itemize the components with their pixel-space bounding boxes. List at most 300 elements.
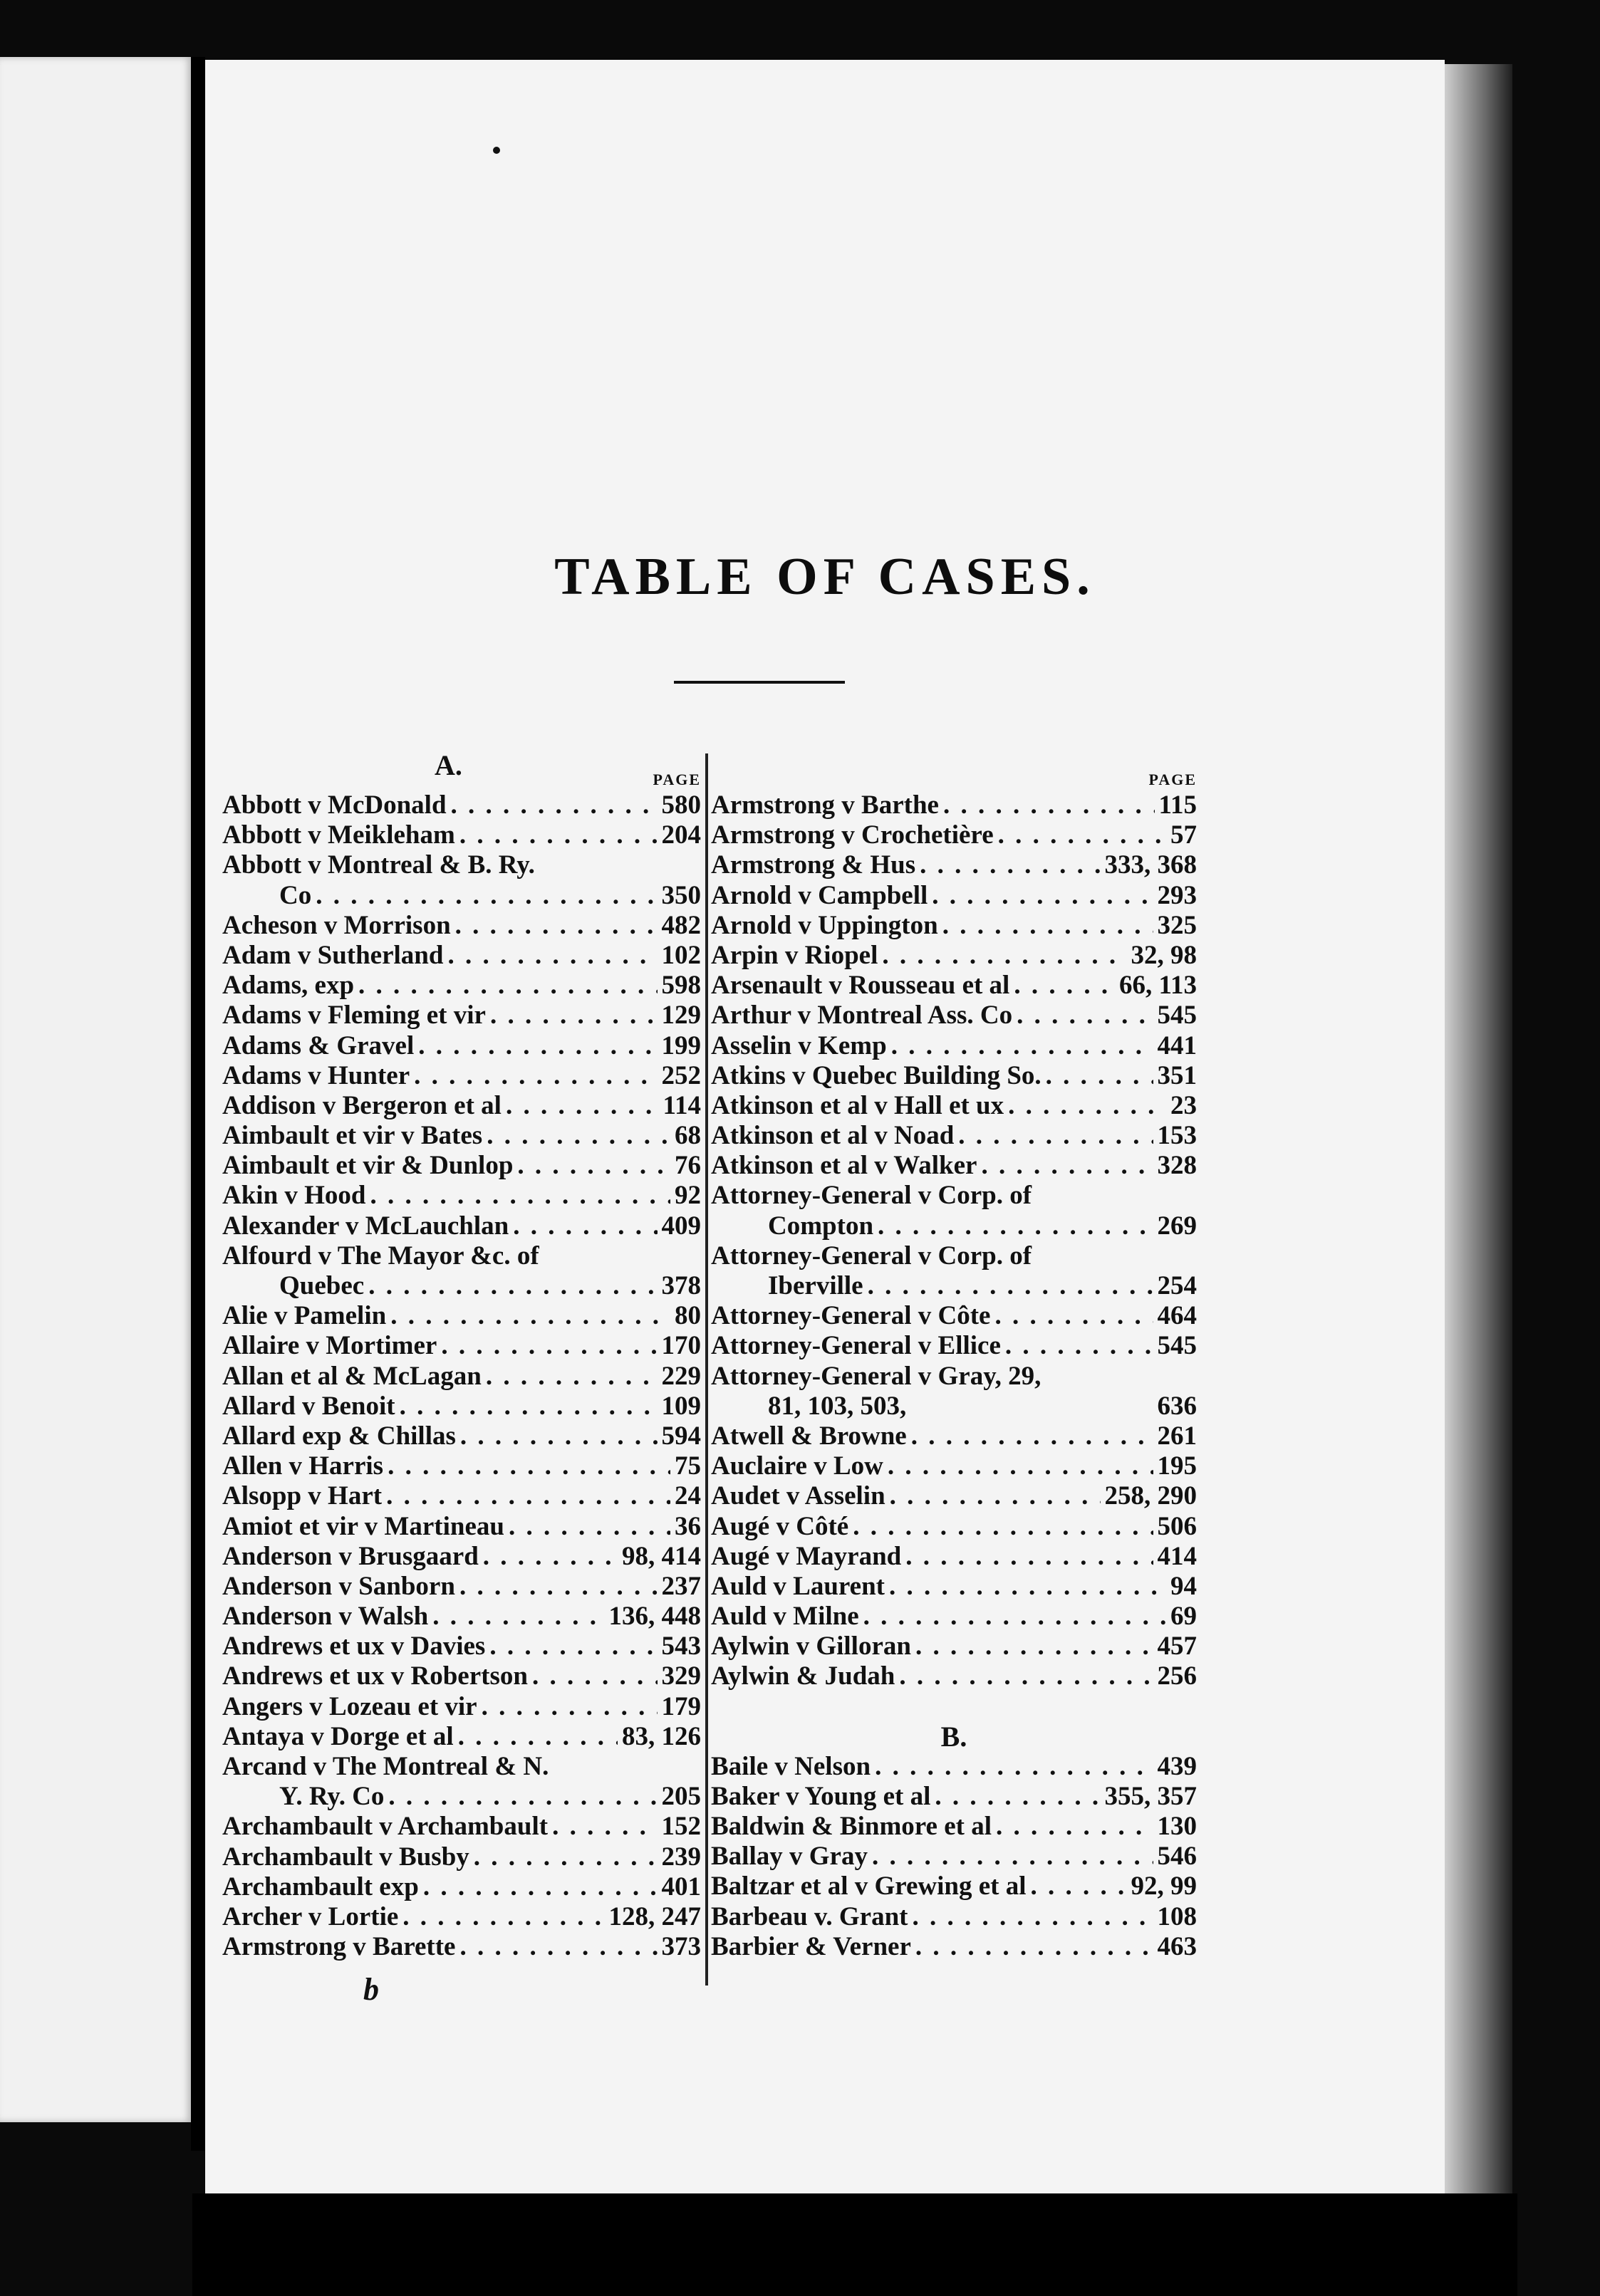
case-name: Attorney-General v Corp. of [711, 1241, 1032, 1270]
section-spacer [711, 1692, 1197, 1722]
case-page-number: 545 [1157, 1001, 1197, 1030]
case-page-number: 32, 98 [1131, 940, 1197, 970]
case-name: Atkinson et al v Walker [711, 1151, 977, 1181]
dot-leader [459, 820, 658, 850]
case-entry [222, 1842, 701, 1872]
case-page-number: 636 [1157, 1391, 1197, 1421]
dot-leader [911, 1421, 1153, 1451]
case-entry [711, 1752, 1197, 1782]
case-page-number: 350 [661, 880, 701, 910]
dot-leader [316, 881, 657, 911]
case-name: Allaire v Mortimer [222, 1331, 437, 1361]
case-entry [711, 1151, 1197, 1181]
case-page-number: 269 [1157, 1211, 1197, 1241]
dot-leader [400, 1392, 658, 1421]
case-entry [222, 881, 701, 911]
dot-leader [459, 1932, 657, 1962]
case-page-number: 75 [675, 1451, 701, 1481]
case-entry [711, 941, 1197, 971]
dot-leader [920, 850, 1100, 880]
case-page-number: 598 [661, 971, 701, 1001]
case-entry [222, 1301, 701, 1331]
dot-leader [889, 1572, 1166, 1602]
dot-leader [509, 1512, 670, 1542]
case-page-number: 258, 290 [1104, 1481, 1197, 1511]
case-page-number: 195 [1157, 1451, 1197, 1481]
case-page-number: 136, 448 [608, 1602, 701, 1632]
case-name: Attorney-General v Corp. of [711, 1181, 1032, 1211]
case-page-number: 153 [1157, 1121, 1197, 1151]
case-entry [711, 820, 1197, 850]
case-entry [711, 1241, 1197, 1271]
book-gutter [191, 57, 205, 2151]
case-page-number: 441 [1157, 1030, 1197, 1060]
dot-leader [932, 881, 1153, 911]
case-entry [711, 1842, 1197, 1872]
case-name: Archer v Lortie [222, 1901, 399, 1931]
case-entry [711, 1572, 1197, 1602]
case-name: Iberville [768, 1271, 863, 1300]
case-page-number: 457 [1157, 1632, 1197, 1661]
case-page-number: 482 [661, 910, 701, 940]
case-page-number: 261 [1157, 1421, 1197, 1451]
case-name: Arnold v Campbell [711, 880, 928, 910]
case-entry [711, 1271, 1197, 1301]
dot-leader [878, 1211, 1153, 1241]
case-name: Attorney-General v Côte [711, 1301, 991, 1331]
case-page-number: 373 [661, 1932, 701, 1962]
dot-leader [996, 1812, 1153, 1842]
ink-dot [493, 147, 500, 154]
section-letter-b: B. [940, 1720, 967, 1753]
case-name: Attorney-General v Gray, 29, [711, 1361, 1041, 1391]
case-entry [222, 1211, 701, 1241]
right-column [711, 771, 1197, 1962]
case-name: Arsenault v Rousseau et al [711, 971, 1010, 1001]
case-entry [222, 1331, 701, 1361]
case-page-number: 36 [675, 1511, 701, 1541]
case-page-number: 83, 126 [622, 1721, 701, 1751]
case-name: Anderson v Walsh [222, 1602, 429, 1632]
case-page-number: 109 [661, 1391, 701, 1421]
dot-leader [506, 1091, 659, 1121]
case-page-number: 98, 414 [622, 1541, 701, 1571]
case-entry [711, 1421, 1197, 1451]
case-name: Abbott v Meikleham [222, 820, 455, 850]
case-name: Auclaire v Low [711, 1451, 883, 1481]
case-page-number: 179 [661, 1691, 701, 1721]
dot-leader [368, 1271, 657, 1301]
dot-leader [455, 911, 658, 941]
case-page-number: 254 [1157, 1271, 1197, 1300]
case-name: Armstrong v Crochetière [711, 820, 994, 850]
case-name: Arcand v The Montreal & N. [222, 1752, 549, 1781]
dot-leader [459, 1572, 658, 1602]
case-name: Barbier & Verner [711, 1931, 911, 1961]
case-entry [222, 1121, 701, 1151]
case-entry [711, 1902, 1197, 1932]
case-name: Anderson v Brusgaard [222, 1541, 479, 1571]
case-page-number: 92 [675, 1181, 701, 1211]
dot-leader [890, 1481, 1101, 1511]
case-name: Atkins v Quebec Building So. [711, 1060, 1041, 1090]
case-name: Auld v Laurent [711, 1571, 885, 1601]
case-name: Archambault v Archambault [222, 1812, 549, 1842]
case-entry [711, 1872, 1197, 1901]
case-name: Arthur v Montreal Ass. Co [711, 1001, 1013, 1030]
dot-leader [451, 790, 658, 820]
case-page-number: 23 [1170, 1090, 1197, 1120]
case-entry [711, 1392, 1197, 1421]
case-name: Addison v Bergeron et al [222, 1090, 502, 1120]
case-entry [222, 1661, 701, 1691]
left-column [222, 751, 701, 1962]
dot-leader [942, 911, 1153, 941]
case-entry [711, 1661, 1197, 1691]
case-entry [222, 1542, 701, 1572]
dot-leader [402, 1902, 604, 1932]
case-name: Antaya v Dorge et al [222, 1721, 454, 1751]
dot-leader [474, 1842, 658, 1872]
case-page-number: 130 [1157, 1812, 1197, 1841]
case-name: Auld v Milne [711, 1602, 859, 1632]
case-name: Audet v Asselin [711, 1481, 885, 1511]
case-entry [222, 1752, 701, 1782]
dot-leader [388, 1451, 670, 1481]
case-page-number: 409 [661, 1211, 701, 1241]
case-entry [222, 1602, 701, 1632]
dot-leader [1031, 1872, 1127, 1901]
dot-leader [915, 1632, 1153, 1661]
case-page-number: 199 [661, 1030, 701, 1060]
dot-leader [1014, 971, 1115, 1001]
case-page-number: 170 [661, 1331, 701, 1361]
case-entry [711, 1542, 1197, 1572]
case-entry [222, 850, 701, 880]
signature-mark: b [363, 1972, 379, 2007]
case-page-number: 94 [1170, 1571, 1197, 1601]
case-name: Anderson v Sanborn [222, 1571, 455, 1601]
case-entry [222, 1512, 701, 1542]
case-name: Adams v Hunter [222, 1060, 410, 1090]
case-name: Adams, exp [222, 971, 355, 1001]
dot-leader [432, 1602, 604, 1632]
case-entry [222, 1902, 701, 1932]
case-entry [711, 1331, 1197, 1361]
case-entry [711, 881, 1197, 911]
case-entry [222, 1451, 701, 1481]
dot-leader [943, 790, 1155, 820]
case-page-number: 506 [1157, 1511, 1197, 1541]
dot-leader [482, 1692, 658, 1722]
case-entry [222, 1061, 701, 1091]
dot-leader [458, 1722, 618, 1752]
dot-leader [483, 1542, 618, 1572]
case-name: Acheson v Morrison [222, 910, 451, 940]
case-entry [711, 790, 1197, 820]
dot-leader [905, 1542, 1153, 1572]
case-name: Augé v Mayrand [711, 1541, 902, 1571]
case-page-number: 204 [661, 820, 701, 850]
case-page-number: 464 [1157, 1301, 1197, 1331]
case-page-number: 108 [1157, 1901, 1197, 1931]
case-name: Abbott v Montreal & B. Ry. [222, 850, 535, 880]
section-letter-a: A. [435, 749, 462, 781]
case-name: Atkinson et al v Hall et ux [711, 1090, 1004, 1120]
case-name: Armstrong v Barthe [711, 790, 939, 820]
page-column-header: PAGE [653, 771, 701, 788]
case-page-number: 229 [661, 1361, 701, 1391]
dot-leader [868, 1271, 1153, 1301]
case-name: Barbeau v. Grant [711, 1901, 908, 1931]
case-entry [222, 1812, 701, 1842]
case-name: Augé v Côté [711, 1511, 849, 1541]
dot-leader [486, 1362, 658, 1392]
dot-leader [913, 1902, 1153, 1932]
case-entry [222, 941, 701, 971]
case-page-number: 545 [1157, 1331, 1197, 1361]
case-entry [711, 1782, 1197, 1812]
dot-leader [441, 1331, 657, 1361]
case-entry [711, 1061, 1197, 1091]
dot-leader [891, 1031, 1153, 1061]
case-entry [711, 1211, 1197, 1241]
case-entry [711, 1031, 1197, 1061]
dot-leader [358, 971, 657, 1001]
case-page-number: 580 [661, 790, 701, 820]
dot-leader [513, 1211, 657, 1241]
case-name: Adams v Fleming et vir [222, 1001, 486, 1030]
case-name: Alsopp v Hart [222, 1481, 383, 1511]
case-entry [222, 1151, 701, 1181]
case-entry [711, 1181, 1197, 1211]
case-name: Adam v Sutherland [222, 940, 444, 970]
case-name: Compton [768, 1211, 874, 1241]
case-name: Aylwin & Judah [711, 1661, 895, 1691]
case-name: Alexander v McLauchlan [222, 1211, 509, 1241]
case-name: Archambault exp [222, 1872, 419, 1901]
bottom-shadow [192, 2193, 1517, 2296]
case-entry [222, 820, 701, 850]
case-page-number: 325 [1157, 910, 1197, 940]
case-entry [711, 1451, 1197, 1481]
case-page-number: 546 [1157, 1842, 1197, 1872]
case-name: Aimbault et vir v Bates [222, 1121, 483, 1151]
case-entry [222, 911, 701, 941]
case-entry [222, 1181, 701, 1211]
case-entry [711, 911, 1197, 941]
case-name: Abbott v McDonald [222, 790, 447, 820]
case-name: Armstrong & Hus [711, 850, 916, 880]
case-entry [222, 1572, 701, 1602]
case-entry [711, 1481, 1197, 1511]
dot-leader [1005, 1331, 1153, 1361]
dot-leader [958, 1121, 1153, 1151]
dot-leader [460, 1421, 658, 1451]
case-entry [711, 1512, 1197, 1542]
case-entry [711, 1602, 1197, 1632]
case-page-number: 378 [661, 1271, 701, 1300]
case-name: Archambault v Busby [222, 1842, 469, 1872]
case-name: Andrews et ux v Davies [222, 1632, 486, 1661]
case-entry [711, 1301, 1197, 1331]
case-name: Andrews et ux v Robertson [222, 1661, 528, 1691]
case-name: Ballay v Gray [711, 1842, 868, 1872]
case-page-number: 68 [675, 1121, 701, 1151]
facing-page [0, 57, 192, 2122]
case-entry [222, 1872, 701, 1902]
case-entry [222, 1241, 701, 1271]
case-name: Asselin v Kemp [711, 1030, 887, 1060]
case-page-number: 92, 99 [1131, 1872, 1197, 1901]
dot-leader [414, 1061, 657, 1091]
case-page-number: 463 [1157, 1931, 1197, 1961]
case-entry [222, 1001, 701, 1030]
case-name: Allan et al & McLagan [222, 1361, 482, 1391]
page-title: TABLE OF CASES. [554, 548, 1096, 606]
dot-leader [490, 1001, 658, 1030]
case-page-number: 80 [675, 1301, 701, 1331]
case-page-number: 439 [1157, 1751, 1197, 1781]
case-name: Armstrong v Barette [222, 1932, 456, 1962]
case-entry [222, 1421, 701, 1451]
dot-leader [532, 1661, 658, 1691]
case-name: Attorney-General v Ellice [711, 1331, 1001, 1361]
case-page-number: 355, 357 [1104, 1781, 1197, 1811]
case-name: Y. Ry. Co [279, 1782, 385, 1812]
case-entry [222, 1271, 701, 1301]
dot-leader [1017, 1001, 1153, 1030]
case-name: Arnold v Uppington [711, 910, 938, 940]
right-case-list-a [711, 790, 1197, 1692]
right-case-list-b [711, 1752, 1197, 1962]
title-rule [674, 681, 845, 684]
dot-leader [487, 1121, 670, 1151]
case-page-number: 333, 368 [1104, 850, 1197, 880]
case-page-number: 351 [1157, 1060, 1197, 1090]
case-page-number: 128, 247 [608, 1901, 701, 1931]
case-entry [222, 1632, 701, 1661]
dot-leader [447, 941, 657, 971]
case-entry [222, 1722, 701, 1752]
case-entry [222, 1091, 701, 1121]
dot-leader [386, 1481, 670, 1511]
case-page-number: 102 [661, 940, 701, 970]
dot-leader [1046, 1061, 1153, 1091]
case-name: Atkinson et al v Noad [711, 1121, 955, 1151]
case-name: Baile v Nelson [711, 1751, 871, 1781]
case-page-number: 152 [661, 1812, 701, 1842]
dot-leader [388, 1782, 657, 1812]
case-page-number: 205 [661, 1782, 701, 1812]
case-entry [711, 1812, 1197, 1842]
dot-leader [998, 820, 1166, 850]
case-name: Alie v Pamelin [222, 1301, 387, 1331]
case-page-number: 252 [661, 1060, 701, 1090]
case-page-number: 239 [661, 1842, 701, 1872]
case-entry [222, 1031, 701, 1061]
dot-leader [489, 1632, 657, 1661]
case-page-number: 66, 113 [1119, 971, 1197, 1001]
case-entry [711, 971, 1197, 1001]
case-entry [222, 1782, 701, 1812]
case-name: Baker v Young et al [711, 1781, 931, 1811]
case-name: Aylwin v Gilloran [711, 1632, 911, 1661]
dot-leader [981, 1151, 1153, 1181]
case-entry [711, 1362, 1197, 1392]
case-page-number: 237 [661, 1571, 701, 1601]
case-name: Atwell & Browne [711, 1421, 907, 1451]
dot-leader [875, 1752, 1153, 1782]
case-page-number: 129 [661, 1001, 701, 1030]
dot-leader [517, 1151, 670, 1181]
case-name: Alfourd v The Mayor &c. of [222, 1241, 539, 1270]
case-entry [711, 1091, 1197, 1121]
case-name: Allard exp & Chillas [222, 1421, 456, 1451]
case-name: Angers v Lozeau et vir [222, 1691, 477, 1721]
case-page-number: 401 [661, 1872, 701, 1901]
dot-leader [418, 1031, 657, 1061]
dot-leader [994, 1301, 1153, 1331]
case-page-number: 594 [661, 1421, 701, 1451]
case-name: Baltzar et al v Grewing et al [711, 1872, 1027, 1901]
case-page-number: 24 [675, 1481, 701, 1511]
case-page-number: 293 [1157, 880, 1197, 910]
dot-leader [872, 1842, 1153, 1872]
case-entry [711, 1932, 1197, 1962]
case-name: Allen v Harris [222, 1451, 384, 1481]
dot-leader [552, 1812, 657, 1842]
case-entry [222, 1362, 701, 1392]
page-edge-shadow [1445, 64, 1512, 2193]
case-page-number: 114 [663, 1090, 701, 1120]
case-entry [711, 1632, 1197, 1661]
case-entry [222, 1392, 701, 1421]
case-name: 81, 103, 503, [768, 1391, 907, 1421]
case-page-number: 57 [1170, 820, 1197, 850]
dot-leader [915, 1932, 1153, 1962]
dot-leader [888, 1451, 1153, 1481]
case-name: Adams & Gravel [222, 1030, 415, 1060]
dot-leader [1008, 1091, 1166, 1121]
dot-leader [390, 1301, 670, 1331]
case-entry [222, 1692, 701, 1722]
case-name: Allard v Benoit [222, 1391, 395, 1421]
case-entry [222, 971, 701, 1001]
column-divider [705, 753, 708, 1985]
case-page-number: 256 [1157, 1661, 1197, 1691]
case-entry [711, 850, 1197, 880]
case-name: Co [279, 880, 312, 910]
case-entry [711, 1001, 1197, 1030]
dot-leader [370, 1181, 670, 1211]
case-name: Amiot et vir v Martineau [222, 1511, 504, 1541]
case-page-number: 329 [661, 1661, 701, 1691]
case-entry [222, 1932, 701, 1962]
case-name: Arpin v Riopel [711, 940, 878, 970]
case-page-number: 69 [1170, 1602, 1197, 1632]
case-entry [711, 1121, 1197, 1151]
case-name: Aimbault et vir & Dunlop [222, 1151, 514, 1181]
page-column-header-right: PAGE [1148, 771, 1197, 788]
dot-leader [863, 1602, 1166, 1632]
case-entry [222, 790, 701, 820]
case-name: Akin v Hood [222, 1181, 366, 1211]
case-page-number: 328 [1157, 1151, 1197, 1181]
dot-leader [423, 1872, 658, 1902]
case-page-number: 543 [661, 1632, 701, 1661]
case-page-number: 414 [1157, 1541, 1197, 1571]
